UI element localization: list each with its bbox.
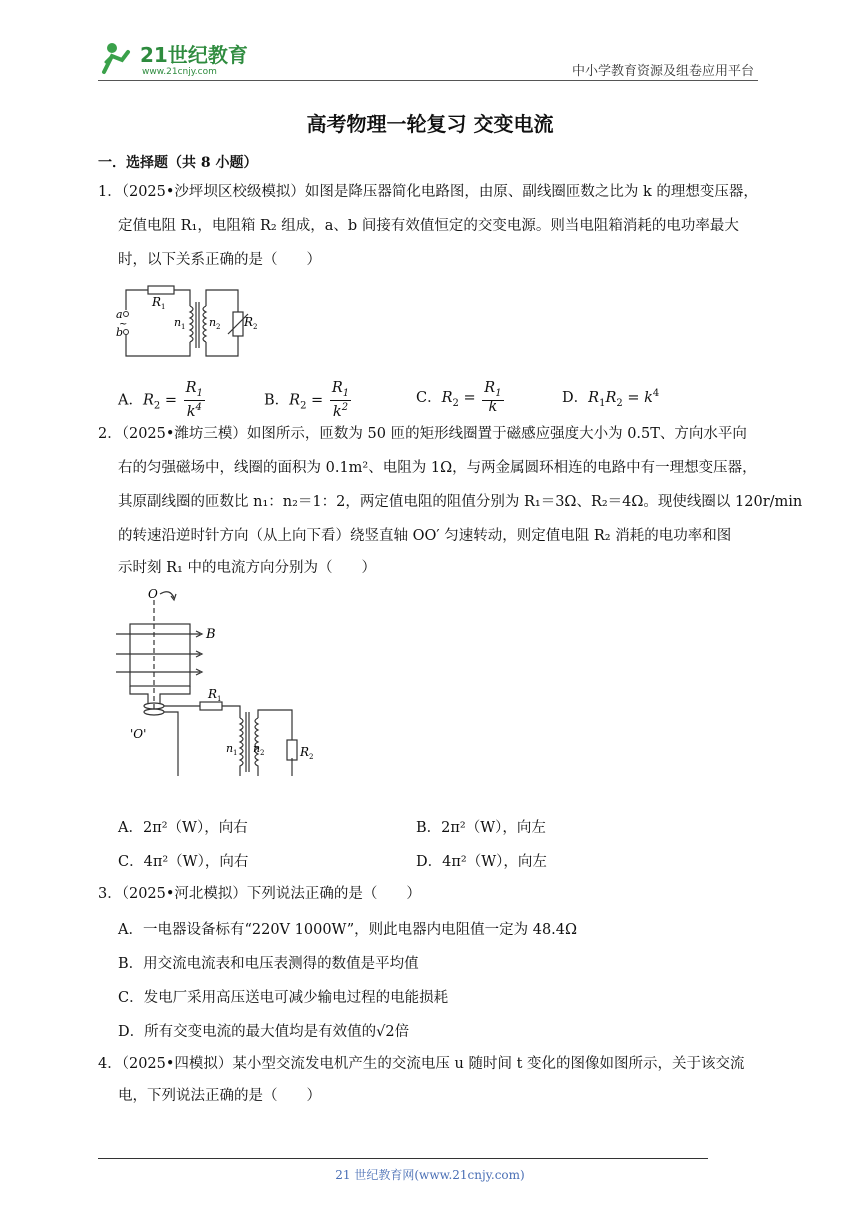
- site-logo: [98, 38, 258, 78]
- section-heading: 一．选择题（共 8 小题）: [98, 155, 258, 171]
- svg-text:B: B: [206, 627, 216, 642]
- header-platform-text: 中小学教育资源及组卷应用平台: [571, 64, 754, 79]
- q2-generator-diagram: [116, 588, 326, 780]
- svg-text:2: 2: [253, 323, 258, 331]
- svg-text:b: b: [116, 326, 124, 339]
- q2-line-5: 示时刻 R₁ 中的电流方向分别为（ ）: [118, 560, 376, 576]
- svg-text:a: a: [116, 308, 123, 321]
- q4-line-2: 电，下列说法正确的是（ ）: [118, 1088, 321, 1104]
- q1-circuit-diagram: [116, 282, 266, 368]
- svg-text:R: R: [300, 745, 310, 759]
- q3-option-a[interactable]: A．一电器设备标有“220V 1000W”，则此电器内电阻值一定为 48.4Ω: [118, 922, 578, 938]
- svg-text:n: n: [226, 742, 234, 755]
- header-divider: [98, 80, 758, 81]
- svg-text:1: 1: [217, 695, 222, 703]
- q2-line-3: 其原副线圈的匝数比 n₁：n₂＝1：2，两定值电阻的阻值分别为 R₁＝3Ω、R₂＝4Ω。现使线圈以 120r/min: [118, 494, 803, 510]
- page-title: 高考物理一轮复习 交变电流: [306, 112, 554, 136]
- svg-text:2: 2: [260, 749, 265, 757]
- q4-line-1: 4．（2025•四模拟）某小型交流发电机产生的交流电压 u 随时间 t 变化的图像如图所示，关于该交流: [98, 1056, 745, 1072]
- q2-option-c[interactable]: C．4π²（W），向右: [118, 854, 249, 870]
- svg-text:n: n: [253, 742, 261, 755]
- svg-text:R: R: [208, 687, 218, 701]
- footer-divider: [98, 1158, 708, 1159]
- svg-text:2: 2: [216, 323, 221, 331]
- q2-option-b[interactable]: B．2π²（W），向左: [416, 820, 546, 836]
- q1-option-a[interactable]: A．$R_2$ = $\frac{R_1}{k^4}$: [118, 380, 203, 420]
- svg-text:2: 2: [309, 753, 314, 761]
- q2-line-2: 右的匀强磁场中，线圈的面积为 0.1m²、电阻为 1Ω，与两金属圆环相连的电路中有一理想变压器，: [118, 460, 757, 476]
- q3-option-c[interactable]: C．发电厂采用高压送电可减少输电过程的电能损耗: [118, 990, 449, 1006]
- svg-text:~: ~: [119, 319, 128, 330]
- q2-option-a[interactable]: A．2π²（W），向右: [118, 820, 248, 836]
- svg-text:R: R: [152, 295, 162, 309]
- svg-text:'O': 'O': [130, 727, 147, 741]
- q3-line-1: 3．（2025•河北模拟）下列说法正确的是（ ）: [98, 886, 421, 902]
- q1-line-3: 时，以下关系正确的是（ ）: [118, 252, 321, 268]
- q2-line-4: 的转速沿逆时针方向（从上向下看）绕竖直轴 OO′ 匀速转动，则定值电阻 R₂ 消耗的电功率和图: [118, 528, 732, 544]
- svg-text:1: 1: [233, 749, 238, 757]
- q3-option-d[interactable]: D．所有交变电流的最大值均是有效值的√2倍: [118, 1024, 410, 1040]
- logo-text: 21世纪教育: [140, 43, 248, 67]
- logo-url: www.21cnjy.com: [142, 67, 217, 77]
- svg-text:n: n: [209, 316, 217, 329]
- svg-text:1: 1: [181, 323, 186, 331]
- q1-option-c[interactable]: C．$R_2$ = $\frac{R_1}{k}$: [416, 380, 502, 415]
- q1-option-b[interactable]: B．$R_2$ = $\frac{R_1}{k^2}$: [264, 380, 350, 420]
- q1-option-d[interactable]: D．$R_1R_2 = k^4$: [562, 388, 660, 409]
- svg-text:O: O: [148, 588, 158, 601]
- q1-line-2: 定值电阻 R₁，电阻箱 R₂ 组成，a、b 间接有效值恒定的交变电源。则当电阻箱消耗的电功率最大: [118, 218, 739, 234]
- q1-line-1: 1．（2025•沙坪坝区校级模拟）如图是降压器简化电路图，由原、副线圈匝数之比为 k 的理想变压器，: [98, 184, 758, 200]
- svg-text:1: 1: [161, 303, 166, 311]
- footer-link[interactable]: 21 世纪教育网(www.21cnjy.com): [335, 1168, 525, 1182]
- q2-line-1: 2．（2025•潍坊三模）如图所示，匝数为 50 匝的矩形线圈置于磁感应强度大小为 0.5T、方向水平向: [98, 426, 747, 442]
- svg-text:R: R: [244, 315, 254, 329]
- q2-option-d[interactable]: D．4π²（W），向左: [416, 854, 547, 870]
- svg-text:n: n: [174, 316, 182, 329]
- q3-option-b[interactable]: B．用交流电流表和电压表测得的数值是平均值: [118, 956, 419, 972]
